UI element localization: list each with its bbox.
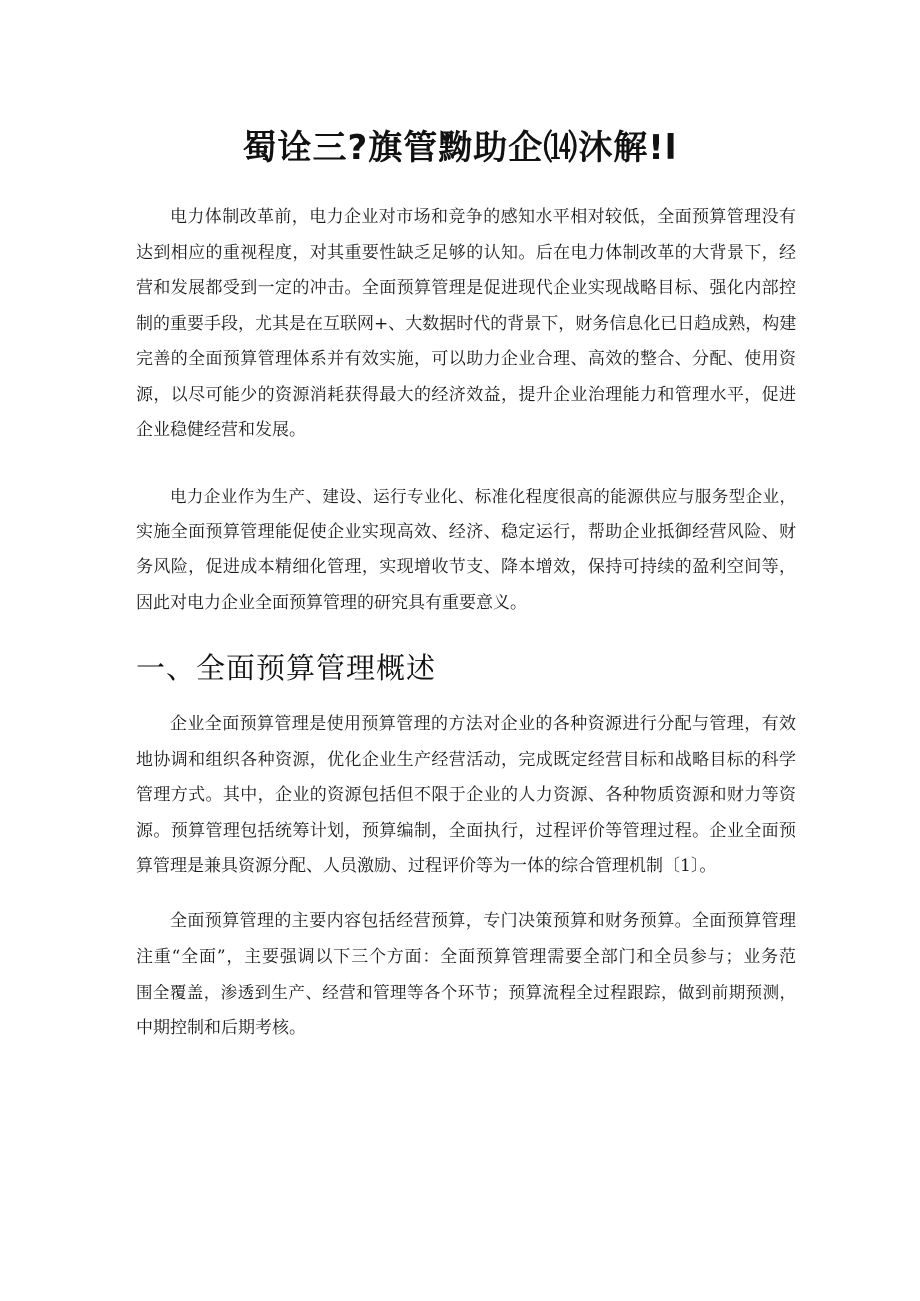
- paragraph-line: 注重“全面”，主要强调以下三个方面：全面预算管理需要全部门和全员参与；业务范: [136, 946, 796, 967]
- section-heading: 一、全面预算管理概述: [136, 651, 437, 685]
- paragraph-line: 围全覆盖，渗透到生产、经营和管理等各个环节；预算流程全过程跟踪，做到前期预测，: [136, 983, 796, 1002]
- paragraph-line: 企业全面预算管理是使用预算管理的方法对企业的各种资源进行分配与管理，有效: [170, 714, 796, 734]
- paragraph-line: 电力企业作为生产、建设、运行专业化、标准化程度很高的能源供应与服务型企业，: [170, 487, 796, 506]
- paragraph-line: 实施全面预算管理能促使企业实现高效、经济、稳定运行，帮助企业抵御经营风险、财: [136, 521, 796, 542]
- paragraph-line: 完善的全面预算管理体系并有效实施，可以助力企业合理、高效的整合、分配、使用资: [136, 349, 796, 369]
- paragraph-line: 达到相应的重视程度，对其重要性缺乏足够的认知。后在电力体制改革的大背景下，经: [136, 242, 796, 263]
- paragraph-line: 源，以尽可能少的资源消耗获得最大的经济效益，提升企业治理能力和管理水平，促进: [136, 384, 796, 405]
- paragraph-line: 电力体制改革前，电力企业对市场和竞争的感知水平相对较低，全面预算管理没有: [170, 207, 796, 227]
- paragraph-line: 务风险，促进成本精细化管理，实现增收节支、降本增效，保持可持续的盈利空间等，: [136, 557, 796, 577]
- paragraph-2: [136, 479, 796, 621]
- paragraph-line: 制的重要手段，尤其是在互联网+、大数据时代的背景下，财务信息化已日趋成熟，构建: [136, 313, 797, 334]
- paragraph-line: 管理方式。其中，企业的资源包括但不限于企业的人力资源、各种物质资源和财力等资: [136, 785, 796, 805]
- paragraph-3: [136, 707, 796, 885]
- paragraph-line: 营和发展都受到一定的冲击。全面预算管理是促进现代企业实现战略目标、强化内部控: [136, 278, 796, 298]
- paragraph-line: 地协调和组织各种资源，优化企业生产经营活动，完成既定经营目标和战略目标的科学: [136, 749, 796, 770]
- paragraph-line: 中期控制和后期考核。: [136, 1017, 306, 1038]
- paragraph-1: [136, 200, 796, 449]
- paragraph-line: 源。预算管理包括统筹计划，预算编制，全面执行，过程评价等管理过程。企业全面预: [136, 820, 796, 841]
- page-title: 蜀诠三?旗管黝助企⒁沐解!l: [242, 128, 678, 168]
- paragraph-line: 因此对电力企业全面预算管理的研究具有重要意义。: [136, 592, 527, 613]
- paragraph-4: [136, 904, 796, 1046]
- paragraph-line: 算管理是兼具资源分配、人员激励、过程评价等为一体的综合管理机制〔1〕。: [136, 856, 717, 876]
- paragraph-line: 企业稳健经营和发展。: [136, 420, 306, 440]
- paragraph-line: 全面预算管理的主要内容包括经营预算，专门决策预算和财务预算。全面预算管理: [170, 911, 796, 931]
